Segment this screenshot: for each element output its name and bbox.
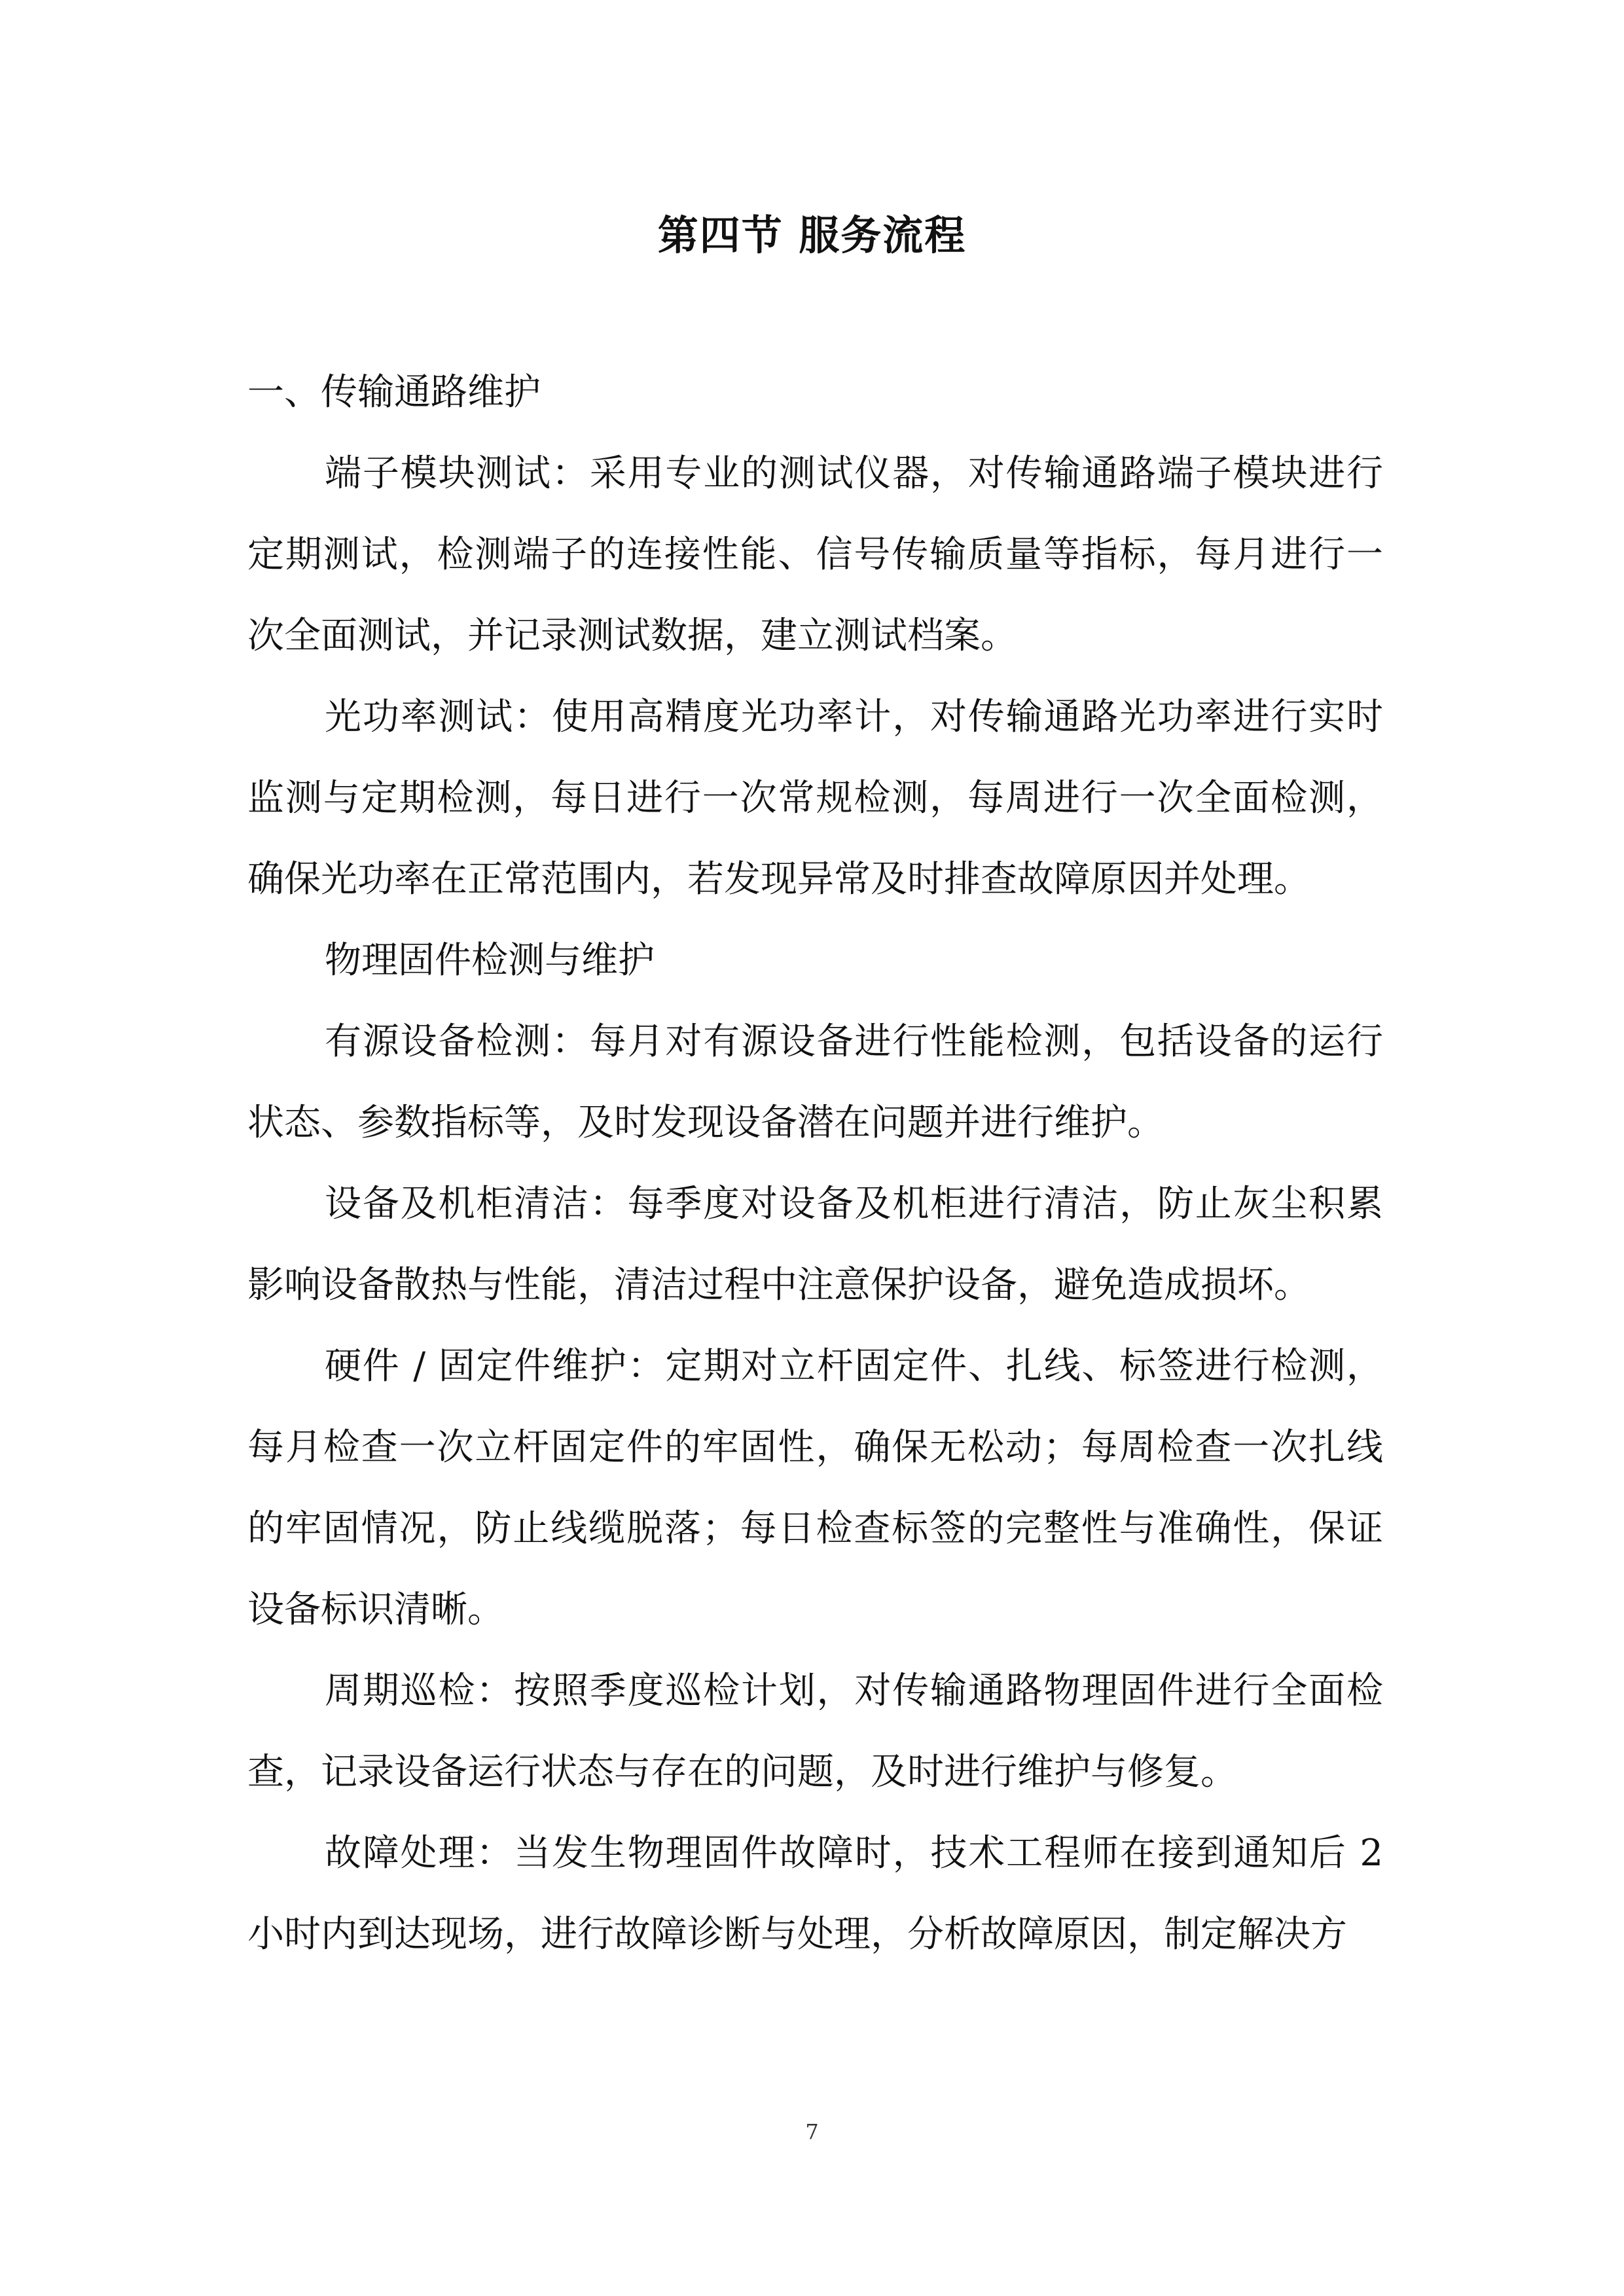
paragraph-optical-power-test: 光功率测试：使用高精度光功率计，对传输通路光功率进行实时监测与定期检测，每日进行一次常规检测，每周进行一次全面检测，确保光功率在正常范围内，若发现异常及时排查故障原因并处理。 — [247, 696, 1383, 901]
subsection-heading: 一、传输通路维护 — [247, 371, 541, 414]
paragraph-terminal-module-test: 端子模块测试：采用专业的测试仪器，对传输通路端子模块进行定期测试，检测端子的连接性能、信号传输质量等指标，每月进行一次全面测试，并记录测试数据，建立测试档案。 — [247, 452, 1383, 657]
paragraph-fault-handling: 故障处理：当发生物理固件故障时，技术工程师在接到通知后 2 小时内到达现场，进行故障诊断与处理，分析故障原因，制定解决方 — [247, 1832, 1383, 1956]
page-number: 7 — [805, 2119, 819, 2144]
paragraph-hardware-maintenance: 硬件 / 固定件维护：定期对立杆固定件、扎线、标签进行检测，每月检查一次立杆固定件的牢固性，确保无松动；每周检查一次扎线的牢固情况，防止线缆脱落；每日检查标签的完整性与准确性，保证设备标识清晰。 — [247, 1345, 1383, 1631]
paragraph-active-device-inspection: 有源设备检测：每月对有源设备进行性能检测，包括设备的运行状态、参数指标等，及时发现设备潜在问题并进行维护。 — [247, 1020, 1383, 1144]
paragraph-physical-firmware-heading: 物理固件检测与维护 — [325, 939, 655, 982]
document-body — [247, 352, 1383, 1975]
paragraph-cabinet-cleaning: 设备及机柜清洁：每季度对设备及机柜进行清洁，防止灰尘积累影响设备散热与性能，清洁过程中注意保护设备，避免造成损坏。 — [247, 1183, 1383, 1306]
paragraph-periodic-inspection: 周期巡检：按照季度巡检计划，对传输通路物理固件进行全面检查，记录设备运行状态与存在的问题，及时进行维护与修复。 — [247, 1670, 1383, 1793]
section-title: 第四节 服务流程 — [657, 211, 967, 259]
